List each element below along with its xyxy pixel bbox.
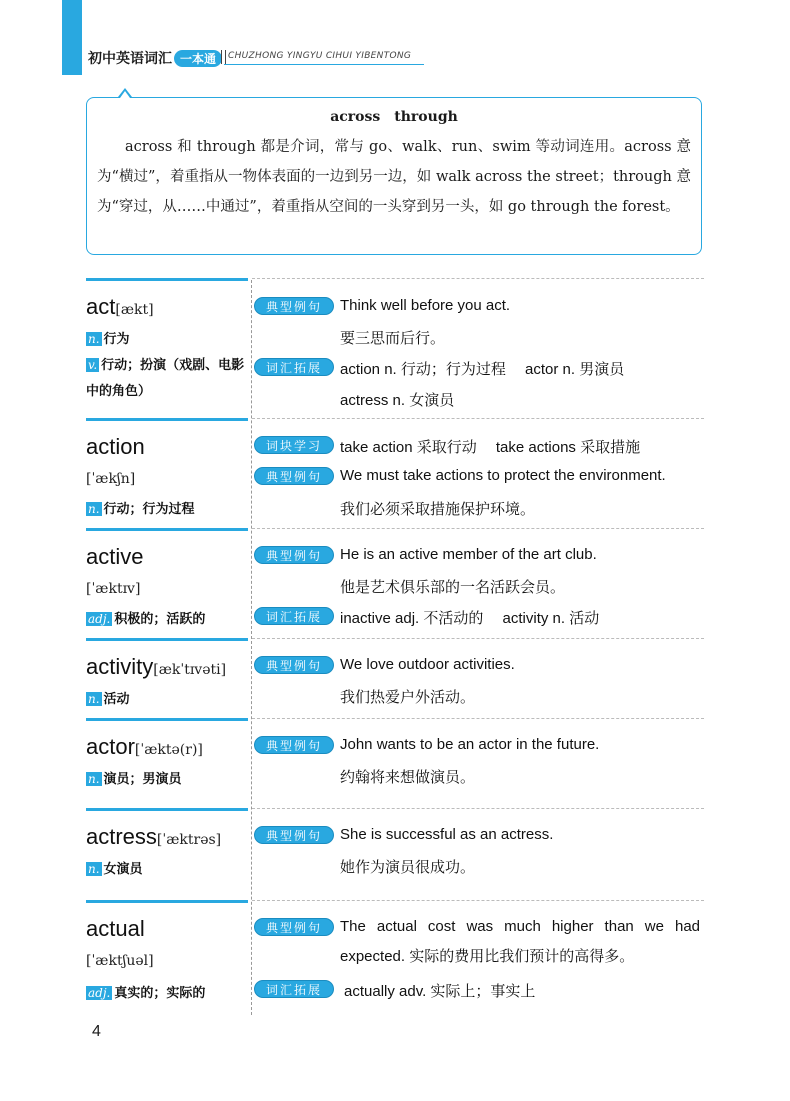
chunk-text: take action 采取行动 take actions 采取措施 (340, 439, 641, 456)
header-separator (221, 50, 226, 64)
entry-active (86, 528, 704, 638)
book-title-pinyin: CHUZHONG YINGYU CIHUI YIBENTONG (228, 51, 412, 61)
pos-tag: n. (88, 862, 100, 876)
header-accent-bar (62, 0, 82, 75)
part-of-speech (86, 328, 130, 347)
extension-text: action n. 行动；行为过程 actor n. 男演员 (340, 361, 625, 378)
headword-line (86, 654, 226, 680)
example-chinese: 我们必须采取措施保护环境。 (340, 500, 536, 518)
entry-rule (86, 900, 248, 903)
example-sentence: The actual cost was much higher than we had expected. 实际的费用比我们预计的高得多。 (340, 918, 700, 965)
entry-rule (86, 528, 248, 531)
pos-tag: n. (88, 772, 100, 786)
entry-dashed-rule (252, 900, 704, 901)
example-english: We must take actions to protect the environment. (340, 467, 666, 484)
example-chinese: 约翰将来想做演员。 (340, 768, 476, 786)
usage-note-box (86, 97, 702, 255)
extension-text: inactive adj. 不活动的 activity n. 活动 (340, 610, 600, 627)
example-chinese: 他是艺术俱乐部的一名活跃会员。 (340, 578, 566, 596)
headword: actress (86, 824, 157, 849)
headword: actual (86, 916, 145, 941)
book-title-badge: 一本通 (174, 50, 222, 67)
headword: activity (86, 654, 154, 679)
definition: 真实的；实际的 (114, 986, 206, 1001)
book-title-text: 初中英语词汇 (88, 51, 172, 67)
entry-action (86, 418, 704, 528)
entry-dashed-rule (252, 808, 704, 809)
entry-actual (86, 900, 704, 1015)
headword-line (86, 434, 145, 460)
entry-dashed-rule (252, 528, 704, 529)
example-english: We love outdoor activities. (340, 656, 515, 673)
phonetic: [ˈæktʃuəl] (86, 953, 154, 969)
entry-dashed-rule (252, 638, 704, 639)
definition: 行为 (103, 332, 130, 347)
entry-rule (86, 638, 248, 641)
headword: action (86, 434, 145, 459)
definition: 活动 (103, 692, 130, 707)
phonetic: [ækt] (115, 302, 154, 318)
part-of-speech (86, 768, 182, 787)
phonetic: [ˈæktə(r)] (134, 742, 203, 758)
definition: 积极的；活跃的 (114, 612, 206, 627)
extension-label: 词汇拓展 (254, 358, 334, 376)
extension-label: 词汇拓展 (254, 607, 334, 625)
phonetic: [ækˈtɪvəti] (153, 662, 227, 678)
entry-dashed-rule (252, 718, 704, 719)
example-label: 典型例句 (254, 826, 334, 844)
chunk-label: 词块学习 (254, 436, 334, 454)
phonetic-line (86, 468, 135, 487)
example-english: Think well before you act. (340, 297, 511, 314)
example-english: He is an active member of the art club. (340, 546, 597, 563)
part-of-speech (86, 498, 195, 517)
entry-act (86, 278, 704, 418)
example-label: 典型例句 (254, 918, 334, 936)
definition: 行动；扮演（戏剧、电影中的角色） (86, 358, 245, 399)
part-of-speech (86, 982, 205, 1001)
example-chinese: 我们热爱户外活动。 (340, 688, 476, 706)
entry-rule (86, 718, 248, 721)
example-chinese: 要三思而后行。 (340, 329, 446, 347)
pos-tag: n. (88, 332, 100, 346)
pos-tag: adj. (88, 986, 111, 1000)
phonetic-line (86, 950, 154, 969)
pos-tag: v. (88, 358, 98, 372)
headword-line (86, 294, 154, 320)
entry-rule (86, 278, 248, 281)
headword-line (86, 824, 221, 850)
entry-rule (86, 808, 248, 811)
example-english: She is successful as an actress. (340, 826, 554, 843)
part-of-speech (86, 858, 143, 877)
headword: active (86, 544, 144, 569)
usage-note-title: across through (330, 109, 458, 125)
example-label: 典型例句 (254, 656, 334, 674)
example-chinese: 她作为演员很成功。 (340, 858, 476, 876)
headword-line (86, 734, 203, 760)
example-label: 典型例句 (254, 297, 334, 315)
extension-text: actually adv. 实际上；事实上 (344, 983, 536, 1000)
book-title (88, 48, 222, 68)
headword: actor (86, 734, 135, 759)
pos-tag: n. (88, 502, 100, 516)
entry-dashed-rule (252, 418, 704, 419)
phonetic-line (86, 578, 140, 597)
example-label: 典型例句 (254, 546, 334, 564)
entry-dashed-rule (252, 278, 704, 279)
entry-actor (86, 718, 704, 808)
headword-line (86, 544, 143, 570)
definition: 女演员 (103, 862, 143, 877)
example-english: John wants to be an actor in the future. (340, 736, 600, 753)
extension-text: actress n. 女演员 (340, 392, 455, 409)
example-label: 典型例句 (254, 467, 334, 485)
example-label: 典型例句 (254, 736, 334, 754)
part-of-speech (86, 352, 248, 405)
header-underline (224, 64, 424, 65)
phonetic: [ˈæktrəs] (156, 832, 222, 848)
pos-tag: adj. (88, 612, 111, 626)
part-of-speech (86, 688, 130, 707)
usage-note-body: across 和 through 都是介词，常与 go、walk、run、swim 等动词连用。across 意为“横过”，着重指从一物体表面的一边到另一边，如 walk across the street；through 意为“穿过，从……中通过”，着重指从空间的一头穿到另一头，如 go through the forest。 (97, 139, 691, 215)
extension-label: 词汇拓展 (254, 980, 334, 998)
headword: act (86, 294, 116, 319)
entry-activity (86, 638, 704, 718)
note-pointer-inner (120, 91, 130, 98)
definition: 行动；行为过程 (103, 502, 195, 517)
pos-tag: n. (88, 692, 100, 706)
part-of-speech (86, 608, 205, 627)
page-number: 4 (92, 1023, 101, 1040)
definition: 演员；男演员 (103, 772, 182, 787)
phonetic: [ˈæktɪv] (86, 581, 141, 597)
entry-actress (86, 808, 704, 900)
entry-rule (86, 418, 248, 421)
headword-line (86, 916, 145, 942)
phonetic: [ˈækʃn] (86, 471, 136, 487)
